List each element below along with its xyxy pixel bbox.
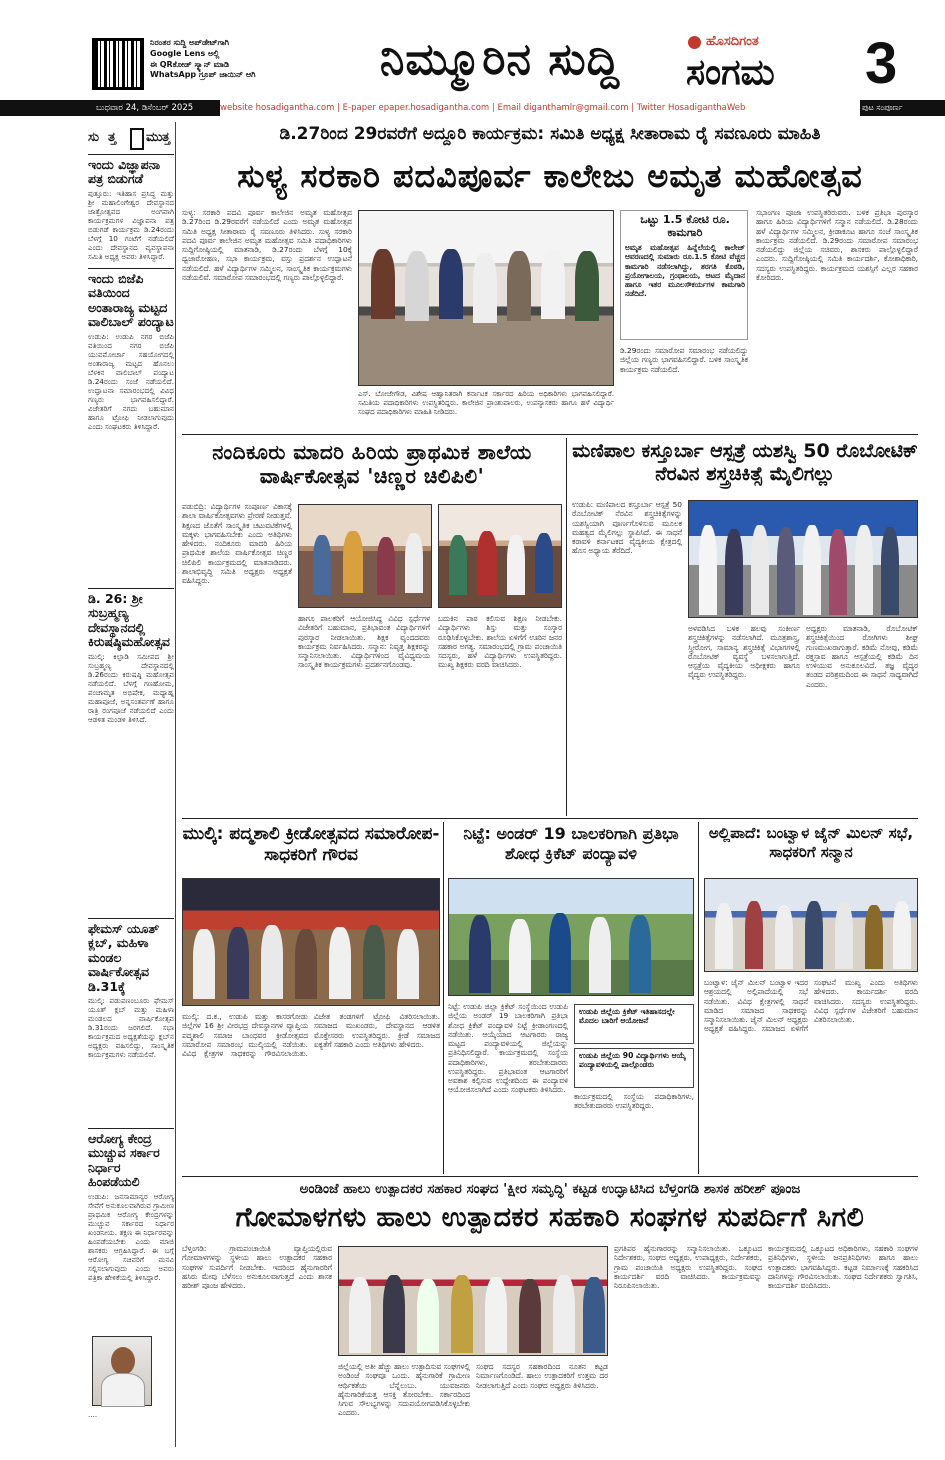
dairy-photo [338, 1246, 608, 1356]
sidebar-story-body: ಉಡುಪಿ: ಜನಸಾಮಾನ್ಯರ ಆರೋಗ್ಯ ಸೇವೆಗೆ ಅನುಕೂಲವಾಗಿರುವ ಗ್ರಾಮೀಣ ಪ್ರಾಥಮಿಕ ಆರೋಗ್ಯ ಕೇಂದ್ರಗಳನ್ನು ಮುಚ್ಚುವ ಸರ್ಕಾರದ ನಿರ್ಧಾರ ಖಂಡನೀಯ. ತಕ್ಷಣ ಈ ನಿರ್ಧಾರವನ್ನು ಹಿಂಪಡೆಯಬೇಕು ಎಂದು ಮಾಜಿ ಶಾಸಕರು ಆಗ್ರಹಿಸಿದ್ದಾರೆ. ಈ ಬಗ್ಗೆ ಆರೋಗ್ಯ ಸಚಿವರಿಗೆ ಮನವಿ ಸಲ್ಲಿಸಲಾಗುವುದು ಎಂದು ಅವರು ಪತ್ರಿಕಾ ಹೇಳಿಕೆಯಲ್ಲಿ ತಿಳಿಸಿದ್ದಾರೆ. [88, 1191, 174, 1282]
dairy-story [182, 1180, 918, 1448]
person-photo [92, 1336, 152, 1406]
nandikur-headline: ನಂದಿಕೂರು ಮಾದರಿ ಹಿರಿಯ ಪ್ರಾಥಮಿಕ ಶಾಲೆಯ ವಾರ್ಷಿಕೋತ್ಸವ 'ಚಿಣ್ಣರ ಚಿಲಿಪಿಲಿ' [212, 440, 532, 488]
lead-story [182, 122, 918, 432]
qr-line-2: Google Lens ಅಲ್ಲಿ [150, 48, 220, 58]
nandikur-story [182, 438, 562, 816]
dairy-body-col2: ಜಿಲ್ಲೆಯಲ್ಲಿ ಅತೀ ಹೆಚ್ಚು ಹಾಲು ಉತ್ಪಾದಿಸುವ ಸಂಘಗಳಲ್ಲಿ ಅಂಡಿಂಜೆ ಸಂಘವೂ ಒಂದು. ಹೈನುಗಾರಿಕೆ ಗ್ರಾಮೀಣ ಆರ್ಥಿಕತೆಯ ಬೆನ್ನೆಲುಬು. ಯುವಜನರು ಹೈನುಗಾರಿಕೆಯತ್ತ ಆಸಕ್ತಿ ತೋರಬೇಕು. ಸರ್ಕಾರದಿಂದ ಸಿಗುವ ಸೌಲಭ್ಯಗಳನ್ನು ಸದುಪಯೋಗಪಡಿಸಿಕೊಳ್ಳಬೇಕು ಎಂದರು. [338, 1362, 470, 1418]
nitte-highlight-2-text: ಉಡುಪಿ ಜಿಲ್ಲೆಯ 90 ವಿದ್ಯಾರ್ಥಿಗಳು ಆಯ್ಕೆ ಪಂದ್ಯಾವಳಿಯಲ್ಲಿ ಪಾಲ್ಗೊಂಡರು [579, 1051, 686, 1070]
nandikur-body-col3: ಬದುಕಿನ ಪಾಠ ಕಲಿಸುವ ಶಿಕ್ಷಣ ನೀಡಬೇಕು. ವಿದ್ಯಾರ್ಥಿಗಳು ಶಿಸ್ತು ಮತ್ತು ಸಂಸ್ಕಾರ ರೂಢಿಸಿಕೊಳ್ಳಬೇಕು. ಶಾಲೆಯ ಏಳಿಗೆಗೆ ಊರಿನ ಜನರ ಸಹಕಾರ ಅಗತ್ಯ. ಸಮಾರಂಭದಲ್ಲಿ ಗ್ರಾಮ ಪಂಚಾಯಿತಿ ಸದಸ್ಯರು, ಹಳೆ ವಿದ್ಯಾರ್ಥಿಗಳು ಉಪಸ್ಥಿತರಿದ್ದರು. ಮುಖ್ಯ ಶಿಕ್ಷಕರು ವರದಿ ವಾಚಿಸಿದರು. [438, 614, 562, 670]
masthead-title: ನಿಮ್ಮೂರಿನ ಸುದ್ದಿ [379, 34, 621, 85]
mulki-photo [182, 878, 440, 1006]
lead-info-box [620, 210, 748, 340]
email-link[interactable]: Email diganthamlr@gmail.com [497, 103, 629, 113]
nitte-story [448, 822, 694, 1174]
qr-line-1: ನಿರಂತರ ಸುದ್ದಿ ಅಪ್‌ಡೇಟ್‌ಗಾಗಿ [150, 38, 230, 47]
info-box-headline: ಒಟ್ಟು 1.5 ಕೋಟಿ ರೂ. ಕಾಮಗಾರಿ [640, 213, 730, 240]
qr-code-icon[interactable] [92, 38, 144, 90]
website-link[interactable]: website hosadigantha.com [220, 103, 335, 113]
nandikur-body-col2: ಹಾಗೂ ಪಾಲಕರಿಗೆ ಆಯೋಜಿಸಿದ್ದ ವಿವಿಧ ಸ್ಪರ್ಧೆಗಳ ವಿಜೇತರಿಗೆ ಬಹುಮಾನ, ಪ್ರತಿಭಾವಂತ ವಿದ್ಯಾರ್ಥಿಗಳಿಗೆ ಪುರಸ್ಕಾರ ನೀಡಲಾಯಿತು. ಶಿಕ್ಷಕ ವೃಂದದವರು ಕಾರ್ಯಕ್ರಮ ನಿರ್ವಹಿಸಿದರು. ಸನ್ಮಾನ: ನಿವೃತ್ತ ಶಿಕ್ಷಕರನ್ನು ಸನ್ಮಾನಿಸಲಾಯಿತು. ವಿದ್ಯಾರ್ಥಿಗಳಿಂದ ವೈವಿಧ್ಯಮಯ ಸಾಂಸ್ಕೃತಿಕ ಕಾರ್ಯಕ್ರಮಗಳು ಪ್ರದರ್ಶನಗೊಂಡವು. [298, 614, 430, 670]
sidebar [88, 122, 176, 1447]
edition-label: ಪುಟ ಸಂಪೂರ್ಣ [862, 103, 903, 112]
mulki-body: ಮುಲ್ಕಿ: ದ.ಕ., ಉಡುಪಿ ಮತ್ತು ಕಾಸರಗೋಡು ಜಿಲ್ಲೆಗಳ 16 ಶ್ರೀ ವೀರಭದ್ರ ದೇವಸ್ಥಾನಗಳ ವ್ಯಾಪ್ತಿಯ ಪದ್ಮಶಾಲಿ ಸಮಾಜ ಬಾಂಧವರ ಕ್ರೀಡೋತ್ಸವದ ಸಮಾರೋಪ ಸಮಾರಂಭ ಮುಲ್ಕಿಯಲ್ಲಿ ನಡೆಯಿತು. ವಿವಿಧ ಕ್ಷೇತ್ರಗಳ ಸಾಧಕರನ್ನು ಗೌರವಿಸಲಾಯಿತು. ವಿಜೇತ ತಂಡಗಳಿಗೆ ಟ್ರೋಫಿ ವಿತರಿಸಲಾಯಿತು. ಸಮಾಜದ ಮುಖಂಡರು, ದೇವಸ್ಥಾನದ ಆಡಳಿತ ಮೊಕ್ತೇಸರರು ಉಪಸ್ಥಿತರಿದ್ದರು. ಕ್ರೀಡೆ ಸಮಾಜದ ಐಕ್ಯತೆಗೆ ಸಹಕಾರಿ ಎಂದು ಅತಿಥಿಗಳು ಹೇಳಿದರು. [182, 1012, 440, 1058]
allipade-headline: ಅಲ್ಲಿಪಾದೆ: ಬಂಟ್ವಾಳ ಜೈನ್ ಮಿಲನ್ ಸಭೆ, ಸಾಧಕರಿಗೆ ಸನ್ಮಾನ [708, 824, 914, 861]
sidebar-story-4 [88, 922, 174, 1136]
qr-line-3: ಈ QRಕೋಡ್‌ ಸ್ಕ್ಯಾನ್ ಮಾಡಿ [150, 59, 230, 69]
nitte-highlight-box-2 [574, 1048, 694, 1088]
qr-line-4: WhatsApp ಗ್ರೂಪ್ ಜಾಯಿನ್ ಆಗಿ [150, 70, 256, 80]
sidebar-story-body: ಉಡುಪಿ: ಉಡುಪಿ ನಗರ ಬಿಜೆಪಿ ವತಿಯಿಂದ ನಗರ ಬಿಜೆಪಿ ಯುವಮೋರ್ಚಾ ಸಹಯೋಗದಲ್ಲಿ ಅಂತಾರಾಜ್ಯ ಮಟ್ಟದ ಹೊನಲು ಬೆಳಕಿನ ವಾಲಿಬಾಲ್ ಪಂದ್ಯಾಟ ಡಿ.24ರಂದು ಸಂಜೆ ನಡೆಯಲಿದೆ. ಉದ್ಘಾಟನಾ ಸಮಾರಂಭದಲ್ಲಿ ವಿವಿಧ ಗಣ್ಯರು ಭಾಗವಹಿಸಲಿದ್ದಾರೆ. ವಿಜೇತರಿಗೆ ನಗದು ಬಹುಮಾನ ಹಾಗೂ ಟ್ರೋಫಿ ನೀಡಲಾಗುವುದು ಎಂದು ಸಂಘಟಕರು ತಿಳಿಸಿದ್ದಾರೆ. [88, 331, 174, 431]
nitte-highlight-1-text: ಉಡುಪಿ ಜಿಲ್ಲೆಯ ಕ್ರಿಕೆಟ್ ಇತಿಹಾಸದಲ್ಲೇ ಮೊದಲ ಬಾರಿಗೆ ಆಯೋಜನೆ [579, 1007, 675, 1026]
sidebar-story-body: ಪುತ್ತೂರು: ಇತಿಹಾಸ ಪ್ರಸಿದ್ಧ ಮತ್ತು ಶ್ರೀ ಮಹಾಲಿಂಗೇಶ್ವರ ದೇವಸ್ಥಾನದ ಜಾತ್ರೋತ್ಸವದ ಅಂಗವಾಗಿ ಕಾರ್ಯಕ್ರಮಗಳ ವಿಜ್ಞಾಪನಾ ಪತ್ರ ಬಿಡುಗಡೆ ಕಾರ್ಯಕ್ರಮ ಡಿ.24ರಂದು ಬೆಳಗ್ಗೆ 10 ಗಂಟೆಗೆ ನಡೆಯಲಿದೆ ಎಂದು ದೇವಸ್ಥಾನದ ವ್ಯವಸ್ಥಾಪನಾ ಸಮಿತಿ ಅಧ್ಯಕ್ಷ ಅವರು ತಿಳಿಸಿದ್ದಾರೆ. [88, 188, 174, 261]
lead-kicker: ಡಿ.27ರಿಂದ 29ರವರೆಗೆ ಅದ್ದೂರಿ ಕಾರ್ಯಕ್ರಮ: ಸಮಿತಿ ಅಧ್ಯಕ್ಷ ಸೀತಾರಾಮ ರೈ ಸವಣೂರು ಮಾಹಿತಿ [279, 124, 821, 144]
sidebar-story-1 [88, 157, 174, 261]
dairy-body-col1: ಬೆಳ್ತಂಗಡಿ: ಗ್ರಾಮಪಂಚಾಯಿತಿ ವ್ಯಾಪ್ತಿಯಲ್ಲಿರುವ ಗೋಮಾಳಗಳನ್ನು ಸ್ಥಳೀಯ ಹಾಲು ಉತ್ಪಾದಕರ ಸಹಕಾರ ಸಂಘಗಳ ಸುಪರ್ದಿಗೆ ನೀಡಬೇಕು. ಇದರಿಂದ ಹೈನುಗಾರರಿಗೆ ಹಸಿರು ಮೇವು ಬೆಳೆಸಲು ಅನುಕೂಲವಾಗುತ್ತದೆ ಎಂದು ಶಾಸಕ ಹರೀಶ್ ಪೂಂಜ ಹೇಳಿದರು. [182, 1244, 332, 1290]
sidebar-story-continued: .... [88, 1410, 98, 1419]
mulki-story [182, 822, 440, 1174]
sidebar-story-headline: ಇಂದು ವಿಜ್ಞಾಪನಾ ಪತ್ರ ಬಿಡುಗಡೆ [88, 157, 161, 187]
nitte-photo [448, 878, 694, 996]
nitte-body-col2: ಕಾರ್ಯಕ್ರಮದಲ್ಲಿ ಸಂಸ್ಥೆಯ ಪದಾಧಿಕಾರಿಗಳು, ತರಬೇತುದಾರರು ಉಪಸ್ಥಿತರಿದ್ದರು. [574, 1092, 694, 1111]
manipal-body-col2: ಅಳವಡಿಸಿದ ಬಳಿಕ ಹಲವು ಸಂಕೀರ್ಣ ಶಸ್ತ್ರಚಿಕಿತ್ಸೆಗಳನ್ನು ನಡೆಸಲಾಗಿದೆ. ಮೂತ್ರಶಾಸ್ತ್ರ, ಸ್ತ್ರೀರೋಗ, ಸಾಮಾನ್ಯ ಶಸ್ತ್ರಚಿಕಿತ್ಸೆ ವಿಭಾಗಗಳಲ್ಲಿ ರೊಬೋಟಿಕ್ ವ್ಯವಸ್ಥೆ ಬಳಸಲಾಗುತ್ತಿದೆ. ಆಸ್ಪತ್ರೆಯ ವೈದ್ಯಕೀಯ ಅಧೀಕ್ಷಕರು ಹಾಗೂ ವೈದ್ಯರು ಉಪಸ್ಥಿತರಿದ್ದರು. [688, 624, 800, 680]
sidebar-story-body: ಮುಲ್ಕಿ: ಕಿಲ್ಪಾಡಿ ಸಮೀಪದ ಶ್ರೀ ಸುಬ್ರಹ್ಮಣ್ಯ ದೇವಸ್ಥಾನದಲ್ಲಿ ಡಿ.26ರಂದು ಕಿರುಷಷ್ಠಿ ಮಹೋತ್ಸವ ನಡೆಯಲಿದೆ. ಬೆಳಗ್ಗೆ ಗಣಹೋಮ, ಪಂಚಾಮೃತ ಅಭಿಷೇಕ, ಮಧ್ಯಾಹ್ನ ಮಹಾಪೂಜೆ, ಅನ್ನಸಂತರ್ಪಣೆ ಹಾಗೂ ರಾತ್ರಿ ರಂಗಪೂಜೆ ನಡೆಯಲಿದೆ ಎಂದು ಆಡಳಿತ ಮಂಡಳಿ ತಿಳಿಸಿದೆ. [88, 651, 174, 724]
nitte-highlight-box-1 [574, 1004, 694, 1044]
sidebar-story-headline: ಇಂದು ಬಿಜೆಪಿ ವತಿಯಿಂದ ಅಂತಾರಾಜ್ಯ ಮಟ್ಟದ ವಾಲಿಬಾಲ್ ಪಂದ್ಯಾಟ [88, 271, 174, 330]
dairy-kicker: ಅಂಡಿಂಜೆ ಹಾಲು ಉತ್ಪಾದಕರ ಸಹಕಾರ ಸಂಘದ 'ಕ್ಷೀರ ಸಮೃದ್ಧಿ' ಕಟ್ಟಡ ಉದ್ಘಾಟಿಸಿದ ಬೆಳ್ತಂಗಡಿ ಶಾಸಕ ಹರೀಶ್ ಪೂಂಜ [299, 1181, 801, 1197]
masthead: ನಿರಂತರ ಸುದ್ದಿ ಅಪ್‌ಡೇಟ್‌ಗಾಗಿ Google Lens ಅಲ್ಲಿ ಈ QRಕೋಡ್‌ ಸ್ಕ್ಯಾನ್ ಮಾಡಿ WhatsApp ಗ್ರೂಪ್ ಜಾಯಿನ್ ಆಗಿ ನಿಮ್ಮೂರಿನ ಸುದ್ದಿ ಹೊಸದಿಗಂತ ಸಂಗಮ 3 ಬುಧವಾರ 24, ಡಿಸೆಂಬರ್ 2025 website hosadigantha.com | E-paper epaper.hosadigantha.com | Email diganthamlr@gmail.com | Twitter HosadiganthaWeb ಪುಟ ಸಂಪೂರ್ಣ [0, 0, 945, 102]
nandikur-photo-1 [298, 504, 432, 608]
allipade-body: ಬಂಟ್ವಾಳ: ಜೈನ್ ಮಿಲನ್ ಬಂಟ್ವಾಳ ಇದರ ಆಶ್ರಯದಲ್ಲಿ ಅಲ್ಲಿಪಾದೆಯಲ್ಲಿ ಸಭೆ ನಡೆಯಿತು. ವಿವಿಧ ಕ್ಷೇತ್ರಗಳಲ್ಲಿ ಸಾಧನೆ ಮಾಡಿದ ಸಮಾಜದ ಸಾಧಕರನ್ನು ಸನ್ಮಾನಿಸಲಾಯಿತು. ಜೈನ್ ಮಿಲನ್ ಅಧ್ಯಕ್ಷರು ಅಧ್ಯಕ್ಷತೆ ವಹಿಸಿದ್ದರು. ಸಮಾಜದ ಏಳಿಗೆಗೆ ಸಂಘಟನೆ ಮುಖ್ಯ ಎಂದು ಅತಿಥಿಗಳು ಹೇಳಿದರು. ಕಾರ್ಯದರ್ಶಿ ವರದಿ ವಾಚಿಸಿದರು. ಸದಸ್ಯರು ಉಪಸ್ಥಿತರಿದ್ದರು. ವಿವಿಧ ಸ್ಪರ್ಧೆಗಳ ವಿಜೇತರಿಗೆ ಬಹುಮಾನ ವಿತರಿಸಲಾಯಿತು. [704, 978, 918, 1034]
lead-body-col4: ಸಭಾಂಗಣ ಪೂಜಾ ಉಪಸ್ಥಿತರಿರುವರು. ಬಳಿಕ ಪ್ರತಿಭಾ ಪುರಸ್ಕಾರ ಹಾಗೂ ಹಿರಿಯ ವಿದ್ಯಾರ್ಥಿಗಳಿಗೆ ಸನ್ಮಾನ ನಡೆಯಲಿದೆ. ಡಿ.28ರಂದು ಹಳೆ ವಿದ್ಯಾರ್ಥಿಗಳ ಸಮ್ಮಿಲನ, ಕ್ರೀಡಾಕೂಟ ಹಾಗೂ ಸಂಜೆ ಸಾಂಸ್ಕೃತಿಕ ಕಾರ್ಯಕ್ರಮ ನಡೆಯಲಿದೆ. ಡಿ.29ರಂದು ಸಮಾರೋಪ ಸಮಾರಂಭ ನಡೆಯಲಿದ್ದು ಜಿಲ್ಲೆಯ ಸಚಿವರು, ಶಾಸಕರು ಪಾಲ್ಗೊಳ್ಳಲಿದ್ದಾರೆ ಎಂದರು. ಸುದ್ದಿಗೋಷ್ಠಿಯಲ್ಲಿ ಸಮಿತಿ ಕಾರ್ಯದರ್ಶಿ, ಕೋಶಾಧಿಕಾರಿ, ಸದಸ್ಯರು ಉಪಸ್ಥಿತರಿದ್ದರು. ಕಾರ್ಯಕ್ರಮದ ಯಶಸ್ಸಿಗೆ ಎಲ್ಲರ ಸಹಕಾರ ಕೋರಿದರು. [756, 208, 918, 282]
nandikur-body-col1: ಪಡುಬಿದ್ರಿ: ವಿದ್ಯಾರ್ಥಿಗಳ ಸಂಪೂರ್ಣ ವಿಕಾಸಕ್ಕೆ ಶಾಲಾ ವಾರ್ಷಿಕೋತ್ಸವಗಳು ಪ್ರೇರಣೆ ನೀಡುತ್ತವೆ. ಶಿಕ್ಷಣದ ಜೊತೆಗೆ ಸಾಂಸ್ಕೃತಿಕ ಚಟುವಟಿಕೆಗಳಲ್ಲಿ ಮಕ್ಕಳು ಭಾಗವಹಿಸಬೇಕು ಎಂದು ಅತಿಥಿಗಳು ಹೇಳಿದರು. ನಂದಿಕೂರು ಮಾದರಿ ಹಿರಿಯ ಪ್ರಾಥಮಿಕ ಶಾಲೆಯ ವಾರ್ಷಿಕೋತ್ಸವ ಚಿಣ್ಣರ ಚಿಲಿಪಿಲಿ ಕಾರ್ಯಕ್ರಮದಲ್ಲಿ ಮಾತನಾಡಿದರು. ಶಾಲಾಭಿವೃದ್ಧಿ ಸಮಿತಿ ಅಧ್ಯಕ್ಷರು ಅಧ್ಯಕ್ಷತೆ ವಹಿಸಿದ್ದರು. [182, 502, 292, 585]
sidebar-story-2 [88, 272, 174, 582]
sidebar-story-body: ಮುಲ್ಕಿ: ಪಡುಪಣಂಬೂರು ಫೇಮಸ್ ಯೂತ್ ಕ್ಲಬ್ ಮತ್ತು ಮಹಿಳಾ ಮಂಡಲದ ವಾರ್ಷಿಕೋತ್ಸವ ಡಿ.31ರಂದು ಜರಗಲಿದೆ. ಸಭಾ ಕಾರ್ಯಕ್ರಮದ ಅಧ್ಯಕ್ಷತೆಯನ್ನು ಕ್ಲಬ್‌ನ ಅಧ್ಯಕ್ಷರು ವಹಿಸಲಿದ್ದು, ಸಾಂಸ್ಕೃತಿಕ ಕಾರ್ಯಕ್ರಮಗಳು ನಡೆಯಲಿವೆ. [88, 995, 174, 1059]
sidebar-logo: ಸು ತ್ತ ಮು ತ್ತ [88, 126, 174, 152]
dairy-body-col3: ಸಂಘದ ಸದಸ್ಯರ ಸಹಕಾರದಿಂದ ನೂತನ ಕಟ್ಟಡ ನಿರ್ಮಾಣಗೊಂಡಿದೆ. ಹಾಲು ಉತ್ಪಾದಕರಿಗೆ ಉತ್ತಮ ದರ ನೀಡಲಾಗುತ್ತಿದೆ ಎಂದು ಸಂಘದ ಅಧ್ಯಕ್ಷರು ತಿಳಿಸಿದರು. [476, 1362, 608, 1390]
manipal-story [572, 438, 918, 816]
lead-body-col3: ಡಿ.29ರಂದು ಸಮಾರೋಪ ಸಮಾರಂಭ ನಡೆಯಲಿದ್ದು ಜಿಲ್ಲೆಯ ಗಣ್ಯರು ಭಾಗವಹಿಸಲಿದ್ದಾರೆ. ಬಳಿಕ ಸಾಂಸ್ಕೃತಿಕ ಕಾರ್ಯಕ್ರಮ ನಡೆಯಲಿದೆ. [620, 346, 748, 374]
issue-date: ಬುಧವಾರ 24, ಡಿಸೆಂಬರ್ 2025 [96, 103, 194, 113]
lead-photo-caption: ಎಸ್. ಬೋಜೇಗೌಡ, ವಿಶೇಷ ಆಹ್ವಾನಿತರಾಗಿ ಕರ್ನಾಟಕ ಸರ್ಕಾರದ ಹಿರಿಯ ಅಧಿಕಾರಿಗಳು ಭಾಗವಹಿಸಲಿದ್ದಾರೆ. ಸಮಿತಿಯ ಪದಾಧಿಕಾರಿಗಳು ಉಪಸ್ಥಿತರಿದ್ದರು. ಕಾಲೇಜಿನ ಪ್ರಾಂಶುಪಾಲರು, ಉಪನ್ಯಾಸಕರು ಹಾಗೂ ಹಳೆ ವಿದ್ಯಾರ್ಥಿ ಸಂಘದ ಪದಾಧಿಕಾರಿಗಳು ಮಾಹಿತಿ ನೀಡಿದರು. [358, 390, 614, 416]
lead-headline: ಸುಳ್ಯ ಸರಕಾರಿ ಪದವಿಪೂರ್ವ ಕಾಲೇಜು ಅಮೃತ ಮಹೋತ್ಸವ [237, 157, 863, 195]
dairy-body-col5: ಕಾರ್ಯಕ್ರಮದಲ್ಲಿ ಒಕ್ಕೂಟದ ಅಧಿಕಾರಿಗಳು, ಸಹಕಾರಿ ಸಂಘಗಳ ಪ್ರತಿನಿಧಿಗಳು, ಸ್ಥಳೀಯ ಜನಪ್ರತಿನಿಧಿಗಳು ಹಾಗೂ ಹಾಲು ಉತ್ಪಾದಕರು ಭಾಗವಹಿಸಿದ್ದರು. ಕಟ್ಟಡ ನಿರ್ಮಾಣಕ್ಕೆ ಸಹಕರಿಸಿದ ದಾನಿಗಳನ್ನು ಗೌರವಿಸಲಾಯಿತು. ಸಂಘದ ನಿರ್ದೇಶಕರು ಸ್ವಾಗತಿಸಿ, ಕಾರ್ಯದರ್ಶಿ ವಂದಿಸಿದರು. [768, 1244, 918, 1290]
sidebar-story-headline: ಫೇಮಸ್ ಯೂತ್ ಕ್ಲಬ್, ಮಹಿಳಾ ಮಂಡಲ ವಾರ್ಷಿಕೋತ್ಸವ ಡಿ.31ಕ್ಕೆ [88, 921, 160, 994]
dairy-headline: ಗೋಮಾಳಗಳು ಹಾಲು ಉತ್ಪಾದಕರ ಸಹಕಾರಿ ಸಂಘಗಳ ಸುಪರ್ದಿಗೆ ಸಿಗಲಿ [235, 1202, 865, 1233]
supplement-title: ಸಂಗಮ [686, 52, 775, 93]
nitte-headline: ನಿಟ್ಟೆ: ಅಂಡರ್ 19 ಬಾಲಕರಿಗಾಗಿ ಪ್ರತಿಭಾ ಶೋಧ ಕ್ರಿಕೆಟ್ ಪಂದ್ಯಾವಳಿ [463, 824, 679, 863]
sidebar-story-headline: ಆರೋಗ್ಯ ಕೇಂದ್ರ ಮುಚ್ಚುವ ಸರ್ಕಾರ ನಿರ್ಧಾರ ಹಿಂಪಡೆಯಲಿ [88, 1131, 160, 1190]
dairy-body-col4: ಪ್ರಗತಿಪರ ಹೈನುಗಾರರನ್ನು ಸನ್ಮಾನಿಸಲಾಯಿತು. ಒಕ್ಕೂಟದ ನಿರ್ದೇಶಕರು, ಸಂಘದ ಅಧ್ಯಕ್ಷರು, ಉಪಾಧ್ಯಕ್ಷರು, ನಿರ್ದೇಶಕರು, ಗ್ರಾಮ ಪಂಚಾಯಿತಿ ಅಧ್ಯಕ್ಷರು ಉಪಸ್ಥಿತರಿದ್ದರು. ಸಂಘದ ಕಾರ್ಯದರ್ಶಿ ವರದಿ ವಾಚಿಸಿದರು. ಕಾರ್ಯಕ್ರಮವನ್ನು ನಿರೂಪಿಸಲಾಯಿತು. [614, 1244, 762, 1290]
lead-body-col1: ಸುಳ್ಯ: ಸರಕಾರಿ ಪದವಿ ಪೂರ್ವ ಕಾಲೇಜಿನ ಅಮೃತ ಮಹೋತ್ಸವ ಡಿ.27ರಿಂದ ಡಿ.29ರವರೆಗೆ ನಡೆಯಲಿದೆ ಎಂದು ಅಮೃತ ಮಹೋತ್ಸವ ಸಮಿತಿ ಅಧ್ಯಕ್ಷ ಸೀತಾರಾಮ ರೈ ಸವಣೂರು ತಿಳಿಸಿದರು. ಸುಳ್ಯ ಸರಕಾರಿ ಪದವಿ ಪೂರ್ವ ಕಾಲೇಜಿನ ಅಮೃತ ಮಹೋತ್ಸವ ಸಮಿತಿ ಪದಾಧಿಕಾರಿಗಳು ಸುದ್ದಿಗೋಷ್ಠಿಯಲ್ಲಿ ಮಾತನಾಡಿ, ಡಿ.27ರಂದು ಬೆಳಗ್ಗೆ 10ಕ್ಕೆ ಧ್ವಜಾರೋಹಣ, ಸಭಾ ಕಾರ್ಯಕ್ರಮ, ವಸ್ತು ಪ್ರದರ್ಶನ ಉದ್ಘಾಟನೆ ನಡೆಯಲಿದೆ. ಹಳೆ ವಿದ್ಯಾರ್ಥಿಗಳ ಸಮ್ಮಿಲನ, ಸಾಂಸ್ಕೃತಿಕ ಕಾರ್ಯಕ್ರಮಗಳು ನಡೆಯಲಿವೆ. ಸಮಾರೋಪ ಸಮಾರಂಭದಲ್ಲಿ ಗಣ್ಯರು ಪಾಲ್ಗೊಳ್ಳಲಿದ್ದಾರೆ. [182, 208, 352, 282]
manipal-headline: ಮಣಿಪಾಲ ಕಸ್ತೂರ್ಬಾ ಆಸ್ಪತ್ರೆ ಯಶಸ್ವಿ 50 ರೊಬೋಟಿಕ್ ನೆರವಿನ ಶಸ್ತ್ರಚಿಕಿತ್ಸೆ ಮೈಲಿಗಲ್ಲು [572, 440, 918, 485]
info-box-body: ಅಮೃತ ಮಹೋತ್ಸವ ಹಿನ್ನೆಲೆಯಲ್ಲಿ ಕಾಲೇಜ್ ಆವರಣದಲ್ಲಿ ಸುಮಾರು ರೂ.1.5 ಕೋಟಿ ವೆಚ್ಚದ ಕಾಮಗಾರಿ ನಡೆಸಲಾಗಿದ್ದು, ತರಗತಿ ಕೊಠಡಿ, ಪ್ರಯೋಗಾಲಯ, ಗ್ರಂಥಾಲಯ, ಆಟದ ಮೈದಾನ ಹಾಗೂ ಇತರ ಮೂಲಸೌಕರ್ಯಗಳ ಕಾಮಗಾರಿ ನಡೆದಿದೆ. [625, 243, 745, 299]
allipade-story [704, 822, 918, 1174]
brand-logo-icon [688, 36, 701, 49]
brand-name: ಹೊಸದಿಗಂತ [706, 34, 759, 49]
sidebar-story-3 [88, 592, 174, 902]
manipal-body-col1: ಉಡುಪಿ: ಮಣಿಪಾಲದ ಕಸ್ತೂರ್ಬಾ ಆಸ್ಪತ್ರೆ 50 ರೊಬೋಟಿಕ್ ನೆರವಿನ ಶಸ್ತ್ರಚಿಕಿತ್ಸೆಗಳನ್ನು ಯಶಸ್ವಿಯಾಗಿ ಪೂರ್ಣಗೊಳಿಸುವ ಮೂಲಕ ಮಹತ್ವದ ಮೈಲಿಗಲ್ಲು ಸ್ಥಾಪಿಸಿದೆ. ಈ ಸಾಧನೆ ಕರಾವಳಿ ಕರ್ನಾಟಕದ ವೈದ್ಯಕೀಯ ಕ್ಷೇತ್ರದಲ್ಲಿ ಹೊಸ ಅಧ್ಯಾಯ ತೆರೆದಿದೆ. [572, 500, 682, 556]
nandikur-photo-2 [438, 504, 562, 608]
epaper-link[interactable]: E-paper epaper.hosadigantha.com [342, 103, 490, 113]
manipal-photo [688, 500, 918, 618]
twitter-link[interactable]: Twitter HosadiganthaWeb [636, 103, 746, 113]
mulki-headline: ಮುಲ್ಕಿ: ಪದ್ಮಶಾಲಿ ಕ್ರೀಡೋತ್ಸವದ ಸಮಾರೋಪ-ಸಾಧಕರಿಗೆ ಗೌರವ [182, 824, 440, 866]
manipal-body-col3: ಅಧ್ಯಕ್ಷರು ಮಾತನಾಡಿ, ರೊಬೋಟಿಕ್ ಶಸ್ತ್ರಚಿಕಿತ್ಸೆಯಿಂದ ರೋಗಿಗಳು ಶೀಘ್ರ ಗುಣಮುಖರಾಗುತ್ತಾರೆ. ಕಡಿಮೆ ನೋವು, ಕಡಿಮೆ ರಕ್ತಸ್ರಾವ ಹಾಗೂ ಆಸ್ಪತ್ರೆಯಲ್ಲಿ ಕಡಿಮೆ ದಿನ ಉಳಿಯುವ ಅನುಕೂಲವಿದೆ. ತಜ್ಞ ವೈದ್ಯರ ತಂಡದ ಪರಿಶ್ರಮದಿಂದ ಈ ಸಾಧನೆ ಸಾಧ್ಯವಾಗಿದೆ ಎಂದರು. [806, 624, 918, 689]
lead-photo [358, 210, 614, 386]
nitte-body-col1: ನಿಟ್ಟೆ: ಉಡುಪಿ ಜಿಲ್ಲಾ ಕ್ರಿಕೆಟ್ ಸಂಸ್ಥೆಯಿಂದ ಉಡುಪಿ ಜಿಲ್ಲೆಯ ಅಂಡರ್ 19 ಬಾಲಕರಿಗಾಗಿ ಪ್ರತಿಭಾ ಶೋಧ ಕ್ರಿಕೆಟ್ ಪಂದ್ಯಾವಳಿ ನಿಟ್ಟೆ ಕ್ರೀಡಾಂಗಣದಲ್ಲಿ ನಡೆಯಿತು. ಆಯ್ಕೆಯಾದ ಆಟಗಾರರು ರಾಜ್ಯ ಮಟ್ಟದ ಪಂದ್ಯಾವಳಿಯಲ್ಲಿ ಜಿಲ್ಲೆಯನ್ನು ಪ್ರತಿನಿಧಿಸಲಿದ್ದಾರೆ. ಕಾರ್ಯಕ್ರಮದಲ್ಲಿ ಸಂಸ್ಥೆಯ ಪದಾಧಿಕಾರಿಗಳು, ತರಬೇತುದಾರರು ಉಪಸ್ಥಿತರಿದ್ದರು. ಪ್ರತಿಭಾವಂತ ಆಟಗಾರರಿಗೆ ಅವಕಾಶ ಕಲ್ಪಿಸುವ ಉದ್ದೇಶದಿಂದ ಈ ಪಂದ್ಯಾವಳಿ ಆಯೋಜಿಸಲಾಗಿದೆ ಎಂದು ಸಂಘಟಕರು ತಿಳಿಸಿದರು. [448, 1002, 568, 1095]
sidebar-story-headline: ಡಿ. 26: ಶ್ರೀ ಸುಬ್ರಹ್ಮಣ್ಯ ದೇವಸ್ಥಾನದಲ್ಲಿ ಕಿರುಷಷ್ಠಿಮಹೋತ್ಸವ [88, 591, 170, 650]
allipade-photo [704, 878, 918, 972]
page-number: 3 [865, 31, 898, 96]
news-box-icon [130, 128, 144, 150]
sidebar-story-5 [88, 1132, 174, 1314]
